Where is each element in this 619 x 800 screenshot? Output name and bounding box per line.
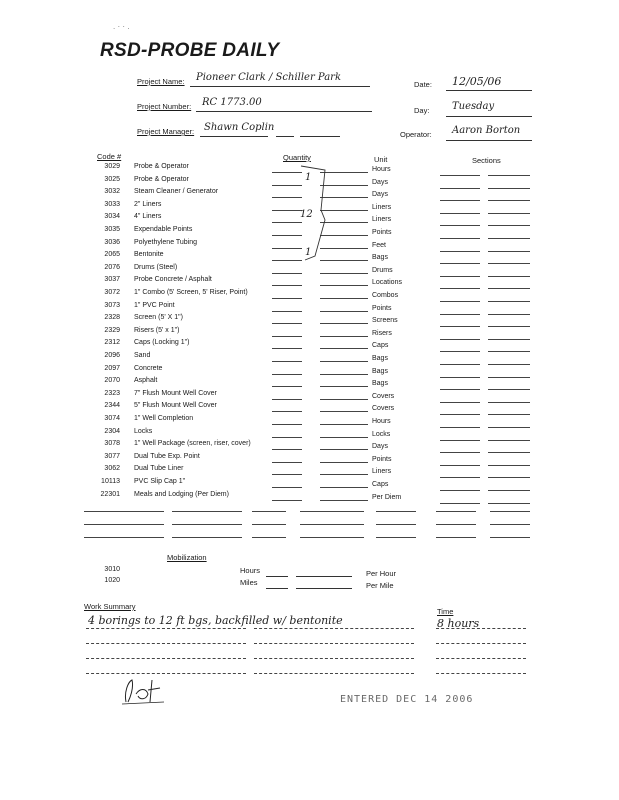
project-number-line — [196, 111, 372, 112]
item-description: Steam Cleaner / Generator — [134, 188, 219, 196]
sections-line-2[interactable] — [488, 427, 530, 428]
quantity-line-2[interactable] — [320, 348, 368, 349]
quantity-line[interactable] — [272, 273, 302, 274]
blank-entry-line[interactable] — [172, 524, 242, 525]
quantity-line[interactable] — [272, 386, 302, 387]
blank-entry-line[interactable] — [252, 524, 286, 525]
item-quantity[interactable]: 1 — [305, 247, 312, 259]
sections-line-2[interactable] — [488, 225, 530, 226]
project-manager-value[interactable]: Shawn Coplin — [204, 122, 275, 133]
item-unit: Combos — [372, 292, 399, 299]
mobilization-rate: Per Mile — [366, 581, 394, 590]
project-name-line — [190, 86, 370, 87]
quantity-line[interactable] — [272, 500, 302, 501]
operator-value[interactable]: Aaron Borton — [452, 125, 521, 136]
quantity-line[interactable] — [272, 449, 302, 450]
item-description: Probe & Operator — [134, 163, 189, 170]
quantity-line-2[interactable] — [320, 424, 368, 425]
item-unit: Hours — [372, 166, 391, 173]
item-code: 2312 — [104, 339, 120, 347]
item-unit: Risers — [372, 329, 392, 337]
sections-line[interactable] — [440, 200, 480, 201]
day-value[interactable]: Tuesday — [452, 101, 495, 112]
quantity-line-2[interactable] — [320, 437, 368, 438]
project-name-label: Project Name: — [137, 77, 185, 86]
item-unit: Covers — [372, 405, 395, 413]
item-description: Locks — [134, 427, 153, 435]
item-unit: Days — [372, 443, 388, 451]
item-description: Dual Tube Liner — [134, 465, 184, 473]
sections-line[interactable] — [440, 452, 480, 453]
quantity-line[interactable] — [272, 487, 302, 488]
mobilization-label: Hours — [240, 566, 261, 575]
sections-line[interactable] — [440, 288, 480, 289]
sections-line[interactable] — [440, 477, 480, 478]
entered-stamp: ENTERED DEC 14 2006 — [340, 694, 474, 705]
item-description: Dual Tube Exp. Point — [134, 452, 200, 460]
summary-line[interactable] — [436, 658, 526, 659]
item-description: 1" Well Completion — [134, 415, 194, 422]
item-description: Caps (Locking 1") — [134, 339, 190, 347]
summary-line[interactable] — [86, 643, 246, 644]
sections-line-2[interactable] — [488, 465, 530, 466]
item-code: 3025 — [104, 175, 120, 183]
quantity-line-2[interactable] — [320, 285, 368, 286]
sections-line[interactable] — [440, 175, 480, 176]
item-code: 3073 — [104, 301, 120, 309]
item-unit: Liners — [372, 203, 392, 211]
item-code: 3036 — [104, 238, 120, 246]
quantity-line[interactable] — [272, 424, 302, 425]
work-summary-text[interactable]: 4 borings to 12 ft bgs, backfilled w/ bentonite — [88, 614, 343, 627]
sections-line-2[interactable] — [488, 389, 530, 390]
item-unit: Bags — [372, 367, 388, 375]
item-code: 2065 — [104, 251, 120, 259]
quantity-line-2[interactable] — [320, 374, 368, 375]
work-summary-label: Work Summary — [84, 602, 136, 611]
date-label: Date: — [414, 80, 432, 89]
quantity-line-2[interactable] — [320, 500, 368, 501]
sections-line[interactable] — [440, 188, 480, 189]
item-description: 4" Liners — [134, 213, 162, 221]
item-code: 3072 — [104, 289, 120, 296]
quantity-line[interactable] — [272, 462, 302, 463]
quantity-line[interactable] — [272, 474, 302, 475]
item-description: 1" PVC Point — [134, 301, 175, 309]
operator-line — [446, 140, 532, 141]
item-description: Asphalt — [134, 377, 158, 385]
item-code: 2323 — [104, 389, 120, 397]
operator-label: Operator: — [400, 130, 432, 139]
sections-line-2[interactable] — [488, 339, 530, 340]
mobilization-hours-line[interactable] — [266, 576, 288, 577]
page-title: RSD-PROBE DAILY — [100, 40, 280, 61]
sections-line-2[interactable] — [488, 251, 530, 252]
item-code: 2097 — [104, 364, 120, 372]
sections-line-2[interactable] — [488, 175, 530, 176]
quantity-line-2[interactable] — [320, 336, 368, 337]
sections-line-2[interactable] — [488, 238, 530, 239]
sections-line-2[interactable] — [488, 402, 530, 403]
item-unit: Locations — [372, 279, 402, 287]
quantity-line[interactable] — [272, 298, 302, 299]
item-code: 2076 — [104, 263, 120, 271]
mobilization-rate: Per Hour — [366, 569, 397, 578]
mobilization-code: 3010 — [104, 566, 120, 573]
blank-entry-line[interactable] — [490, 537, 530, 538]
item-unit: Per Diem — [372, 493, 402, 501]
blank-entry-line[interactable] — [490, 524, 530, 525]
sections-line-2[interactable] — [488, 288, 530, 289]
blank-entry-line[interactable] — [376, 537, 416, 538]
blank-entry-line[interactable] — [252, 537, 286, 538]
quantity-line[interactable] — [272, 323, 302, 324]
quantity-line-2[interactable] — [320, 399, 368, 400]
project-manager-label: Project Manager: — [137, 127, 195, 136]
sections-line[interactable] — [440, 351, 480, 352]
sections-line-2[interactable] — [488, 414, 530, 415]
item-description: 1" Combo (5' Screen, 5' Riser, Point) — [134, 289, 248, 296]
summary-line[interactable] — [254, 643, 414, 644]
quantity-line-2[interactable] — [320, 474, 368, 475]
sections-line[interactable] — [440, 301, 480, 302]
sections-line-2[interactable] — [488, 452, 530, 453]
item-description: 7" Flush Mount Well Cover — [134, 389, 217, 397]
sections-line-2[interactable] — [488, 440, 530, 441]
sections-line[interactable] — [440, 225, 480, 226]
sections-line-2[interactable] — [488, 351, 530, 352]
sections-line-2[interactable] — [488, 200, 530, 201]
mobilization-hours-rate-line[interactable] — [296, 576, 352, 577]
col-code-header: Code # — [97, 152, 122, 161]
date-line — [446, 90, 532, 91]
blank-entry-line[interactable] — [84, 537, 164, 538]
item-description: 5" Flush Mount Well Cover — [134, 402, 217, 410]
item-code: 3032 — [104, 188, 120, 196]
item-unit: Hours — [372, 418, 391, 425]
quantity-line[interactable] — [272, 348, 302, 349]
sections-line[interactable] — [440, 213, 480, 214]
item-unit: Liners — [372, 468, 392, 476]
quantity-line[interactable] — [272, 374, 302, 375]
sections-line-2[interactable] — [488, 188, 530, 189]
item-code: 3029 — [104, 163, 120, 170]
item-code: 3062 — [104, 465, 120, 473]
project-manager-line-2 — [276, 136, 294, 137]
blank-entry-line[interactable] — [300, 537, 364, 538]
sections-line[interactable] — [440, 389, 480, 390]
item-description: Sand — [134, 352, 151, 359]
svg-text:AB: AB — [118, 674, 120, 675]
col-quantity-header: Quantity — [283, 153, 311, 162]
blank-entry-line[interactable] — [300, 511, 364, 512]
item-description: 1" Well Package (screen, riser, cover) — [134, 440, 251, 448]
blank-entry-line[interactable] — [172, 537, 242, 538]
col-sections-header: Sections — [472, 156, 501, 165]
summary-line[interactable] — [436, 628, 526, 629]
quantity-line[interactable] — [272, 411, 302, 412]
item-code: 3034 — [104, 213, 120, 221]
item-code: 2328 — [104, 314, 120, 322]
project-manager-line-3 — [300, 136, 340, 137]
quantity-line[interactable] — [272, 437, 302, 438]
item-unit: Liners — [372, 216, 392, 224]
item-description: Risers (5' x 1") — [134, 326, 180, 334]
blank-entry-line[interactable] — [252, 511, 286, 512]
sections-line[interactable] — [440, 276, 480, 277]
sections-line-2[interactable] — [488, 503, 530, 504]
item-code: 3033 — [104, 200, 120, 208]
mobilization-code: 1020 — [104, 577, 120, 584]
item-quantity[interactable]: 12 — [300, 209, 313, 221]
item-unit: Days — [372, 191, 388, 199]
item-unit: Feet — [372, 241, 387, 249]
sections-line[interactable] — [440, 402, 480, 403]
quantity-line[interactable] — [272, 361, 302, 362]
quantity-line-2[interactable] — [320, 273, 368, 274]
summary-line[interactable] — [254, 628, 414, 629]
item-description: Probe Concrete / Asphalt — [134, 276, 212, 284]
item-description: Polyethylene Tubing — [134, 238, 198, 246]
item-description: 2" Liners — [134, 200, 162, 208]
blank-entry-line[interactable] — [376, 524, 416, 525]
blank-entry-line[interactable] — [376, 511, 416, 512]
item-code: 10113 — [101, 478, 120, 485]
item-description: Bentonite — [134, 251, 164, 259]
corner-marks: . · · . — [113, 22, 130, 31]
item-unit: Bags — [372, 254, 388, 262]
quantity-line[interactable] — [272, 311, 302, 312]
project-name-value[interactable]: Pioneer Clark / Schiller Park — [196, 72, 342, 83]
sections-line-2[interactable] — [488, 364, 530, 365]
item-quantity[interactable]: 1 — [305, 171, 312, 183]
mobilization-title: Mobilization — [167, 553, 207, 562]
item-description: PVC Slip Cap 1" — [134, 478, 186, 485]
blank-entry-line[interactable] — [300, 524, 364, 525]
item-unit: Bags — [372, 355, 388, 362]
item-code: 3035 — [104, 226, 120, 233]
date-value[interactable]: 12/05/06 — [452, 75, 502, 88]
item-unit: Bags — [372, 380, 388, 388]
summary-line[interactable] — [436, 673, 526, 674]
item-unit: Points — [372, 304, 392, 312]
sections-line[interactable] — [440, 364, 480, 365]
quantity-line-2[interactable] — [320, 411, 368, 412]
item-description: Screen (5' X 1") — [134, 314, 183, 322]
sections-line[interactable] — [440, 465, 480, 466]
item-unit: Points — [372, 455, 392, 463]
quantity-line[interactable] — [272, 336, 302, 337]
summary-line[interactable] — [254, 658, 414, 659]
time-value[interactable]: 8 hours — [437, 617, 480, 630]
sections-line-2[interactable] — [488, 213, 530, 214]
signature — [118, 674, 172, 708]
sections-line[interactable] — [440, 314, 480, 315]
item-description: Concrete — [134, 364, 163, 372]
mobilization-label: Miles — [240, 578, 258, 587]
day-label: Day: — [414, 106, 430, 115]
sections-line[interactable] — [440, 427, 480, 428]
sections-line[interactable] — [440, 377, 480, 378]
quantity-line-2[interactable] — [320, 449, 368, 450]
blank-entry-line[interactable] — [436, 511, 476, 512]
item-description: Drums (Steel) — [134, 263, 178, 271]
sections-line-2[interactable] — [488, 314, 530, 315]
sections-line-2[interactable] — [488, 477, 530, 478]
item-code: 2304 — [104, 427, 120, 435]
quantity-line-2[interactable] — [320, 361, 368, 362]
sections-line[interactable] — [440, 490, 480, 491]
item-unit: Screens — [372, 317, 398, 325]
item-code: 2070 — [104, 377, 120, 385]
item-description: Meals and Lodging (Per Diem) — [134, 490, 229, 498]
quantity-line-2[interactable] — [320, 311, 368, 312]
item-code: 3037 — [104, 276, 120, 284]
item-unit: Days — [372, 178, 388, 186]
item-unit: Covers — [372, 392, 395, 400]
sections-line[interactable] — [440, 414, 480, 415]
sections-line[interactable] — [440, 440, 480, 441]
summary-line[interactable] — [254, 673, 414, 674]
quantity-line-2[interactable] — [320, 323, 368, 324]
item-code: 2329 — [104, 326, 120, 334]
summary-line[interactable] — [86, 628, 246, 629]
item-unit: Caps — [372, 342, 389, 350]
item-code: 3077 — [104, 452, 120, 460]
project-manager-line — [200, 136, 268, 137]
blank-entry-line[interactable] — [172, 511, 242, 512]
sections-line-2[interactable] — [488, 276, 530, 277]
blank-entry-line[interactable] — [490, 511, 530, 512]
sections-line-2[interactable] — [488, 377, 530, 378]
item-code: 2096 — [104, 352, 120, 359]
sections-line[interactable] — [440, 263, 480, 264]
day-line — [446, 116, 532, 117]
sections-line[interactable] — [440, 326, 480, 327]
blank-entry-line[interactable] — [436, 537, 476, 538]
sections-line[interactable] — [440, 503, 480, 504]
summary-line[interactable] — [86, 658, 246, 659]
mobilization-miles-rate-line[interactable] — [296, 588, 352, 589]
quantity-line-2[interactable] — [320, 487, 368, 488]
quantity-line[interactable] — [272, 399, 302, 400]
quantity-bracket-mark — [295, 160, 335, 270]
mobilization-miles-line[interactable] — [266, 588, 288, 589]
sections-line-2[interactable] — [488, 301, 530, 302]
item-unit: Caps — [372, 481, 389, 488]
sections-line-2[interactable] — [488, 263, 530, 264]
quantity-line-2[interactable] — [320, 462, 368, 463]
sections-line[interactable] — [440, 251, 480, 252]
sections-line[interactable] — [440, 339, 480, 340]
item-code: 3074 — [104, 415, 120, 422]
item-unit: Locks — [372, 430, 391, 438]
blank-entry-line[interactable] — [436, 524, 476, 525]
time-label: Time — [437, 607, 454, 616]
project-number-value[interactable]: RC 1773.00 — [202, 97, 262, 108]
quantity-line-2[interactable] — [320, 298, 368, 299]
item-unit: Points — [372, 229, 392, 236]
item-description: Expendable Points — [134, 226, 193, 233]
col-unit-header: Unit — [374, 155, 388, 164]
project-number-label: Project Number: — [137, 102, 192, 111]
quantity-line[interactable] — [272, 285, 302, 286]
summary-line[interactable] — [436, 643, 526, 644]
blank-entry-line[interactable] — [84, 524, 164, 525]
item-code: 3078 — [104, 440, 120, 448]
item-code: 22301 — [100, 490, 120, 498]
item-description: Probe & Operator — [134, 175, 189, 183]
quantity-line-2[interactable] — [320, 386, 368, 387]
sections-line-2[interactable] — [488, 490, 530, 491]
sections-line-2[interactable] — [488, 326, 530, 327]
sections-line[interactable] — [440, 238, 480, 239]
item-unit: Drums — [372, 266, 393, 274]
item-code: 2344 — [104, 402, 120, 410]
blank-entry-line[interactable] — [84, 511, 164, 512]
